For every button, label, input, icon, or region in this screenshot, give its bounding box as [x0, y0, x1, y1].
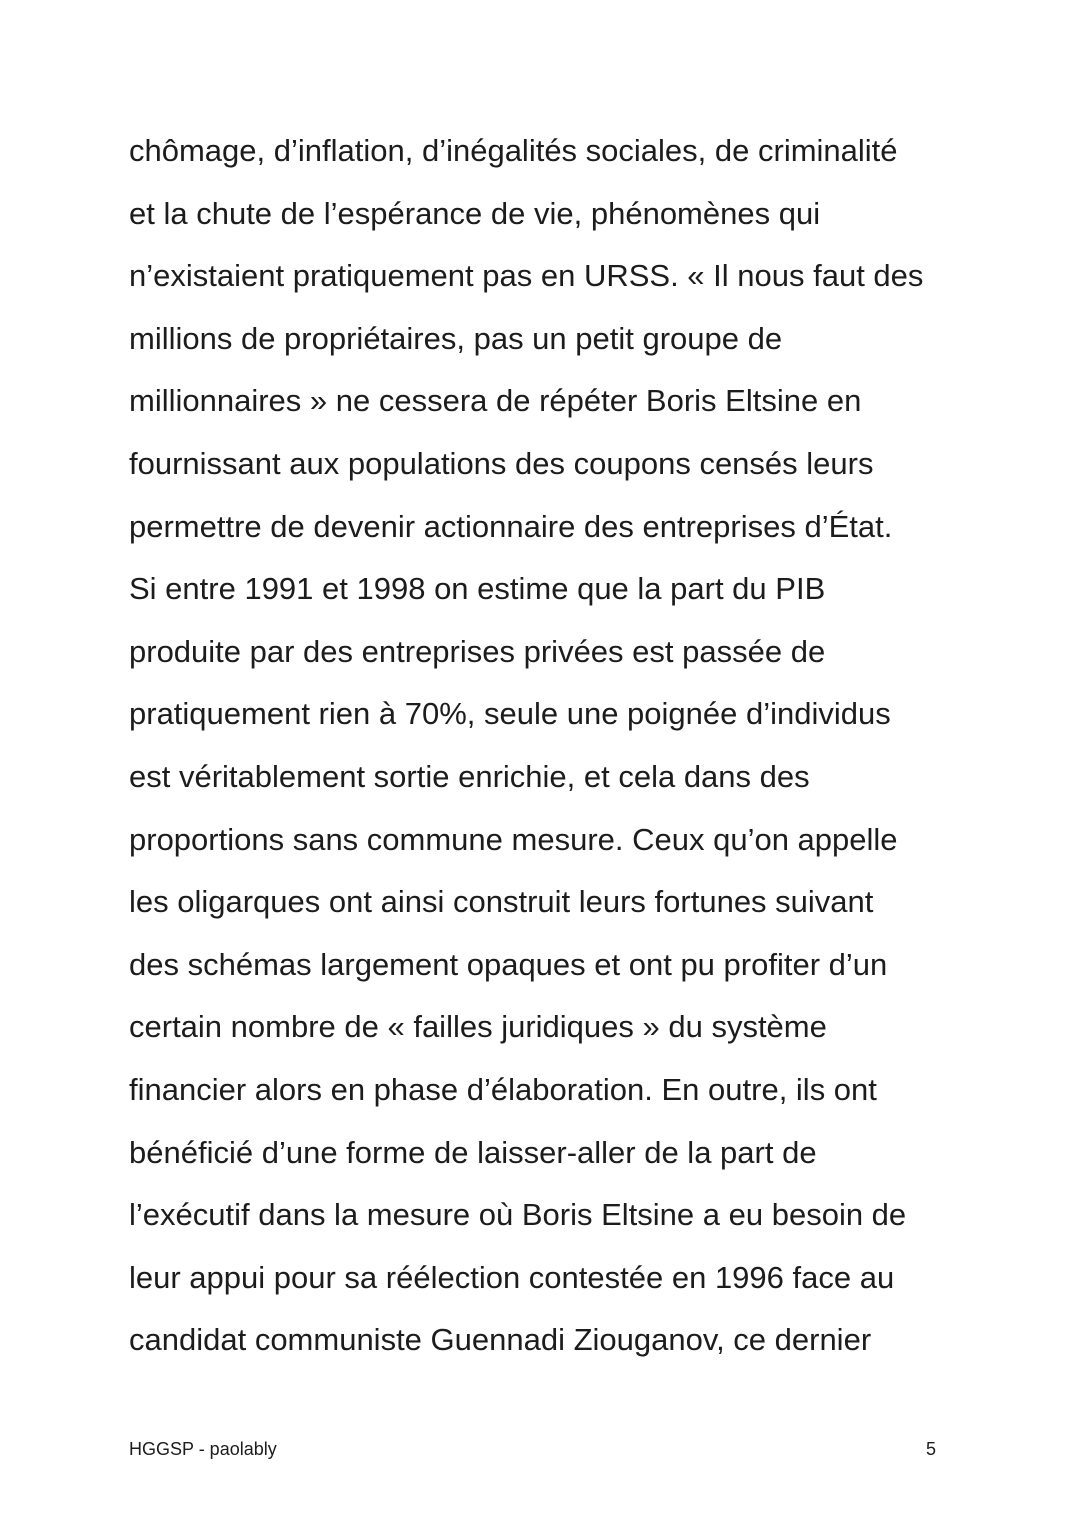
text-line: permettre de devenir actionnaire des entreprises d’État. — [129, 508, 893, 544]
text-line: fournissant aux populations des coupons censés leurs — [129, 445, 874, 481]
text-line: proportions sans commune mesure. Ceux qu’on appelle — [129, 821, 898, 857]
text-line: et la chute de l’espérance de vie, phénomènes qui — [129, 195, 821, 231]
text-line: les oligarques ont ainsi construit leurs fortunes suivant — [129, 884, 874, 920]
body-paragraph — [129, 120, 949, 1372]
text-line: millionnaires » ne cessera de répéter Boris Eltsine en — [129, 383, 862, 419]
text-line: pratiquement rien à 70%, seule une poignée d’individus — [129, 696, 891, 732]
page-number: 5 — [925, 1439, 936, 1459]
text-line: bénéficié d’une forme de laisser-aller de la part de — [129, 1134, 817, 1170]
text-line: produite par des entreprises privées est passée de — [129, 633, 826, 669]
text-line: chômage, d’inflation, d’inégalités sociales, de criminalité — [129, 133, 898, 168]
text-line: certain nombre de « failles juridiques » du système — [129, 1009, 827, 1045]
text-line: leur appui pour sa réélection contestée en 1996 face au — [129, 1259, 895, 1295]
text-line: financier alors en phase d’élaboration. En outre, ils ont — [129, 1071, 877, 1107]
text-line: candidat communiste Guennadi Ziouganov, ce dernier — [129, 1322, 872, 1358]
text-line: l’exécutif dans la mesure où Boris Eltsine a eu besoin de — [129, 1197, 907, 1233]
text-line: millions de propriétaires, pas un petit groupe de — [129, 320, 783, 356]
text-line: n’existaient pratiquement pas en URSS. « Il nous faut des — [129, 258, 924, 294]
footer-label: HGGSP - paolably — [129, 1439, 277, 1459]
text-line: est véritablement sortie enrichie, et cela dans des — [129, 758, 810, 794]
text-line: des schémas largement opaques et ont pu profiter d’un — [129, 946, 888, 982]
text-line: Si entre 1991 et 1998 on estime que la part du PIB — [129, 571, 826, 607]
